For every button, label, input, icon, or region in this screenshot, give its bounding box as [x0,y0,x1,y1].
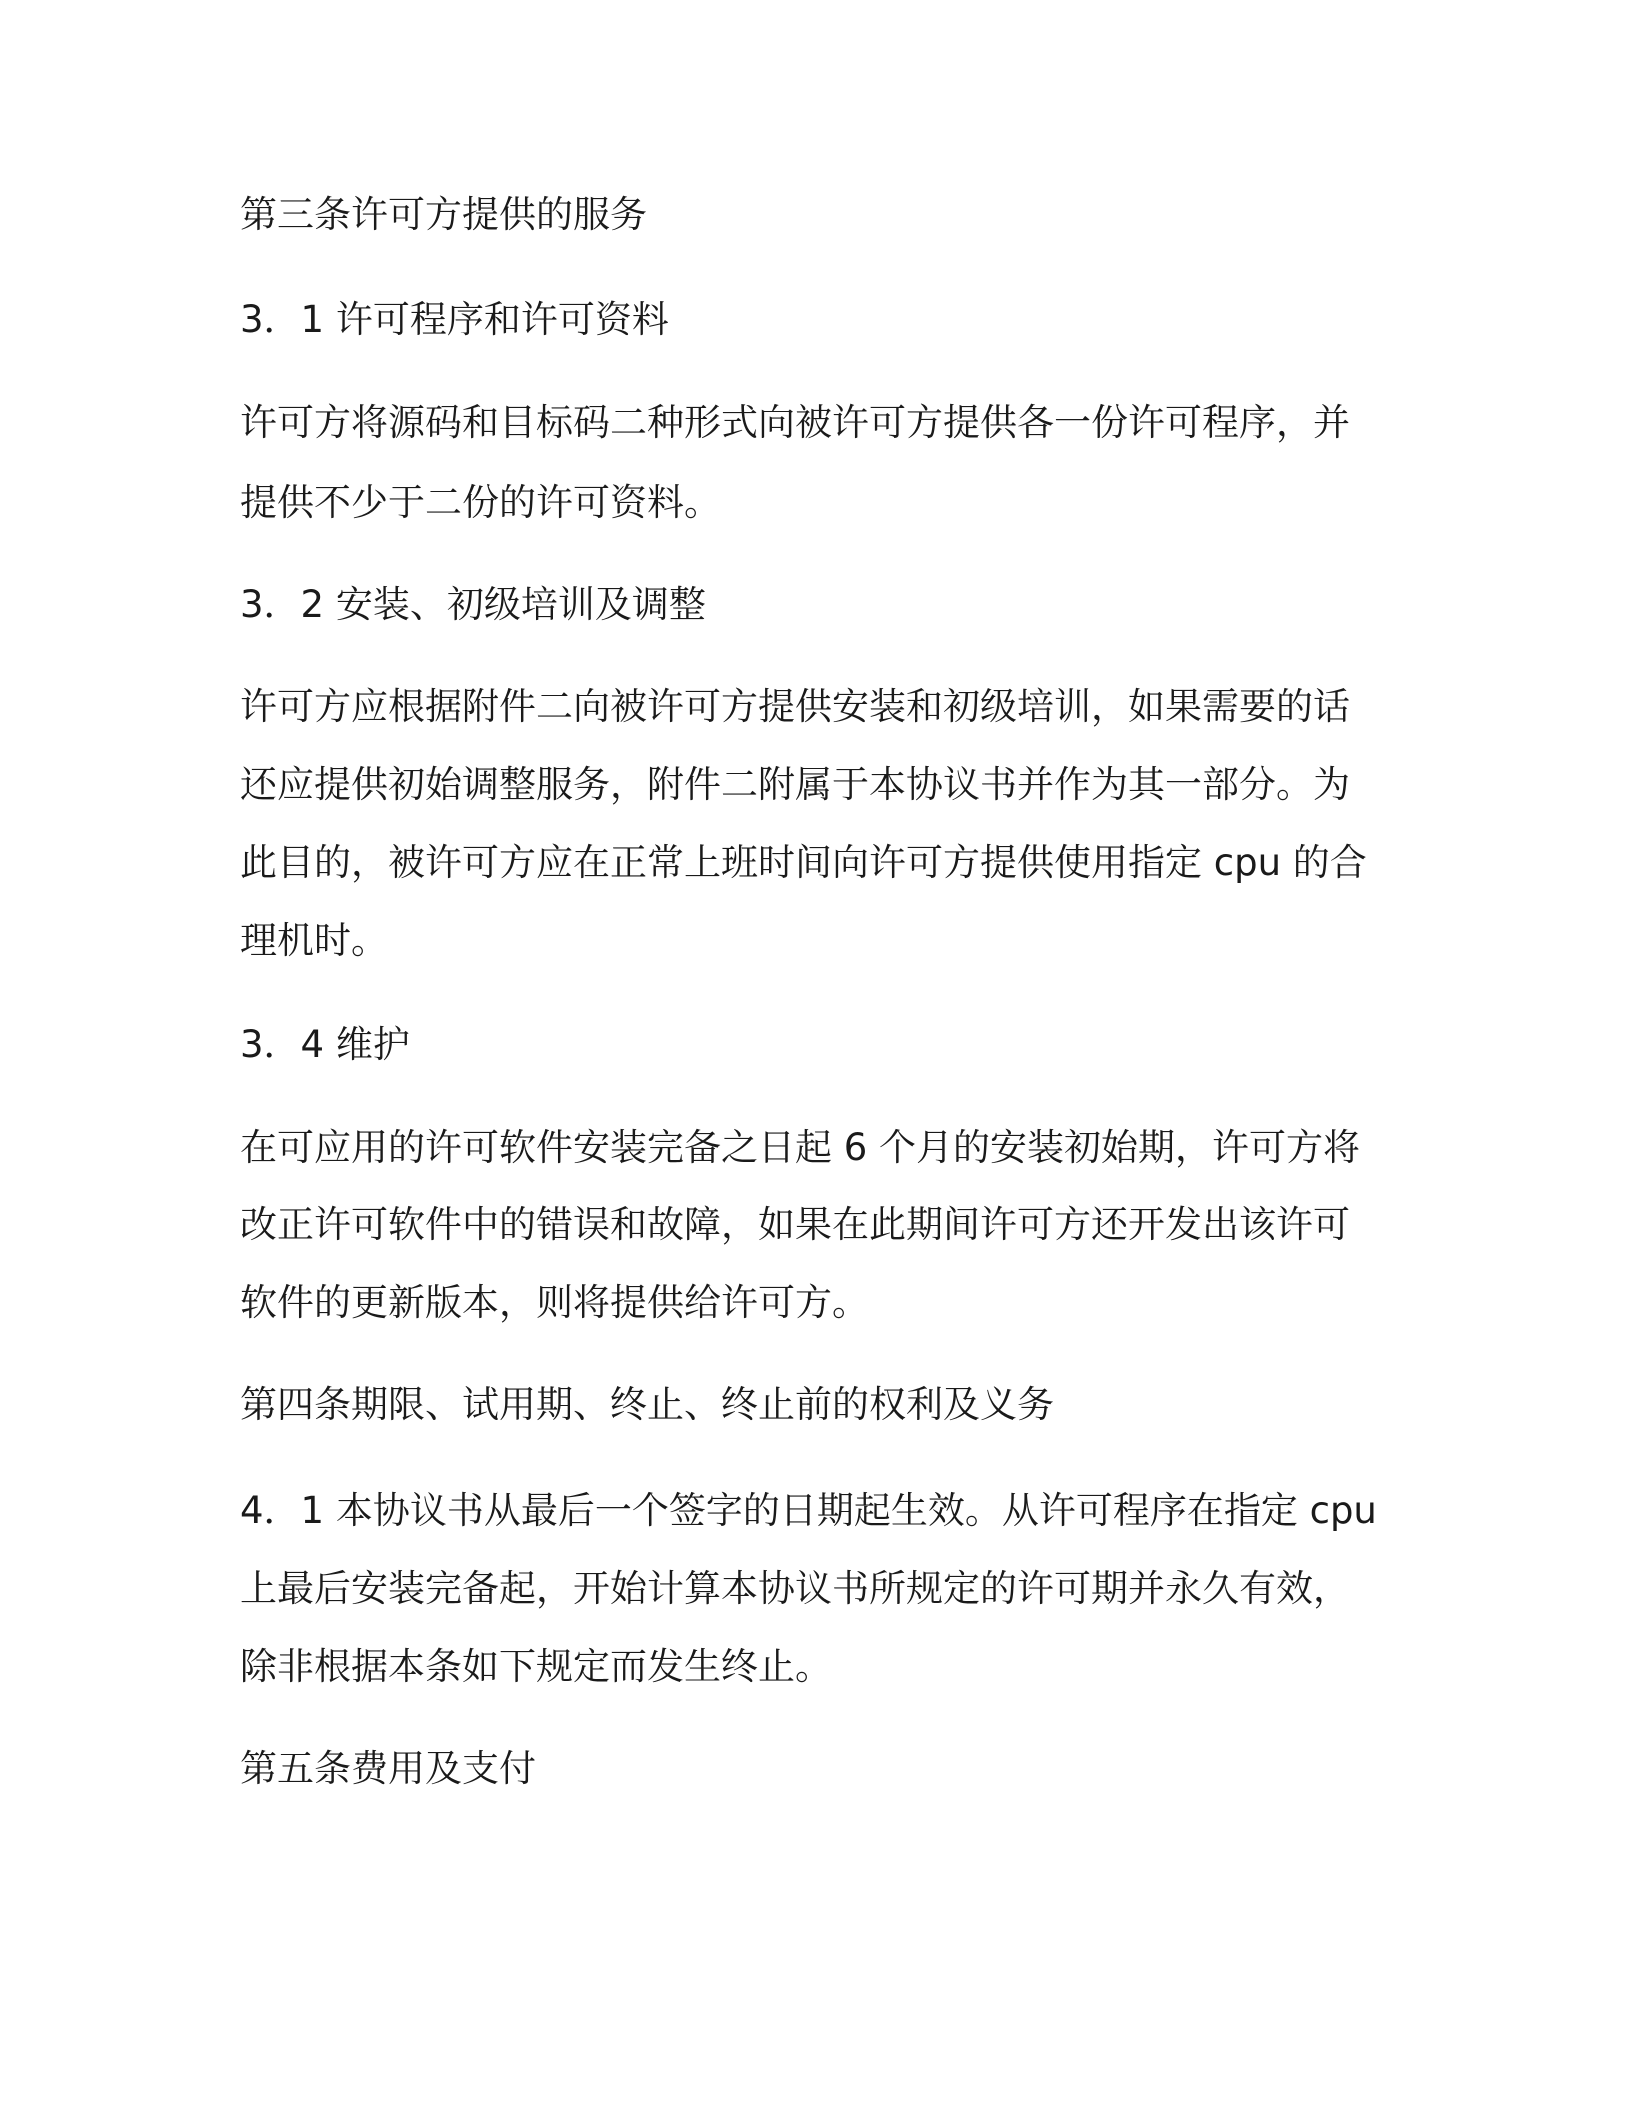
article-4-heading: 第四条期限、试用期、终止、终止前的权利及义务 [240,1383,1054,1426]
paragraph-3-1-line-1: 许可方将源码和目标码二种形式向被许可方提供各一份许可程序，并 [240,401,1350,444]
paragraph-3-4-line-2: 改正许可软件中的错误和故障，如果在此期间许可方还开发出该许可 [240,1203,1350,1246]
article-3-heading: 第三条许可方提供的服务 [240,193,647,236]
paragraph-4-1-line-3: 除非根据本条如下规定而发生终止。 [240,1645,832,1688]
paragraph-4-1-line-2: 上最后安装完备起，开始计算本协议书所规定的许可期并永久有效， [240,1567,1350,1610]
document-page [240,0,1400,2112]
paragraph-3-2-line-2: 还应提供初始调整服务，附件二附属于本协议书并作为其一部分。为 [240,763,1350,806]
paragraph-3-1-line-2: 提供不少于二份的许可资料。 [240,481,721,524]
paragraph-3-2-line-4: 理机时。 [240,919,388,962]
paragraph-3-4-line-1: 在可应用的许可软件安装完备之日起 6 个月的安装初始期，许可方将 [240,1126,1361,1169]
paragraph-3-2-line-3: 此目的，被许可方应在正常上班时间向许可方提供使用指定 cpu 的合 [240,841,1367,884]
article-5-heading: 第五条费用及支付 [240,1747,536,1790]
section-3-2-heading: 3．2 安装、初级培训及调整 [240,583,706,626]
section-3-1-heading: 3．1 许可程序和许可资料 [240,298,669,341]
paragraph-3-2-line-1: 许可方应根据附件二向被许可方提供安装和初级培训，如果需要的话 [240,685,1350,728]
section-3-4-heading: 3．4 维护 [240,1023,410,1066]
paragraph-3-4-line-3: 软件的更新版本，则将提供给许可方。 [240,1281,869,1324]
paragraph-4-1-line-1: 4．1 本协议书从最后一个签字的日期起生效。从许可程序在指定 cpu [240,1489,1377,1532]
